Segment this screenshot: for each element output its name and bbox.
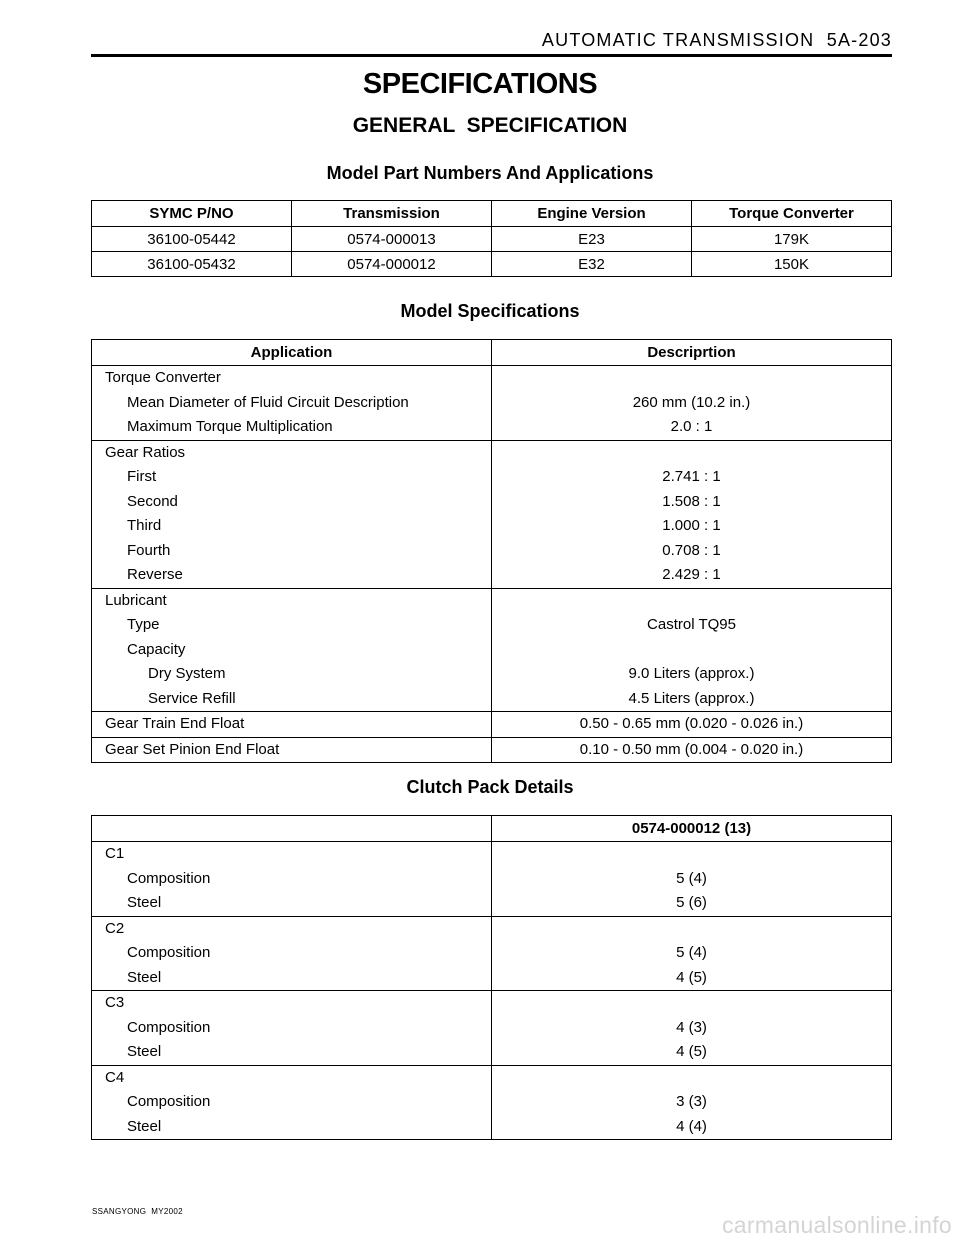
spec-label: Capacity <box>127 640 186 658</box>
clutch-value: 3 (3) <box>676 1093 707 1110</box>
table-row <box>92 227 892 252</box>
clutch-sub-label: Composition <box>127 869 211 887</box>
table-row <box>92 991 892 1066</box>
table-cell: 150K <box>692 252 892 277</box>
clutch-value: 4 (5) <box>676 1043 707 1060</box>
clutch-value <box>492 991 891 1016</box>
table-cell <box>92 842 492 917</box>
table-row <box>92 366 892 441</box>
spec-label: Fourth <box>127 541 171 559</box>
watermark: carmanualsonline.info <box>721 1212 952 1238</box>
spec-value <box>492 589 891 614</box>
column-header: Engine Version <box>492 201 692 227</box>
clutch-label: C4 <box>105 1068 125 1086</box>
table-cell <box>92 712 492 738</box>
spec-value <box>492 366 891 391</box>
table-cell <box>492 1065 892 1140</box>
clutch-label: C2 <box>105 919 125 937</box>
column-header: Descriprtion <box>492 340 892 366</box>
spec-value: 1.000 : 1 <box>662 517 721 534</box>
column-header: Torque Converter <box>692 201 892 227</box>
spec-label: Second <box>127 492 178 510</box>
table-cell <box>492 916 892 991</box>
clutch-sub-label: Composition <box>127 1093 211 1110</box>
table-cell <box>492 991 892 1066</box>
table-header-row <box>92 201 892 227</box>
clutch-label: C1 <box>105 845 125 862</box>
clutch-heading: Clutch Pack Details <box>406 777 574 797</box>
clutch-value: 4 (3) <box>676 1018 707 1036</box>
table-row <box>92 252 892 277</box>
column-header: Application <box>92 340 492 366</box>
table-cell <box>92 1065 492 1140</box>
model-specs-heading: Model Specifications <box>400 301 580 321</box>
clutch-value: 4 (5) <box>676 968 707 986</box>
clutch-value: 5 (4) <box>676 944 707 961</box>
spec-label: Reverse <box>127 566 183 583</box>
footer-label: SSANGYONG MY2002 <box>92 1207 183 1216</box>
clutch-sub-label: Composition <box>127 944 211 961</box>
spec-label: Mean Diameter of Fluid Circuit Description <box>127 393 409 411</box>
spec-label: Dry System <box>148 665 226 682</box>
spec-value: 2.0 : 1 <box>670 418 713 435</box>
running-header: AUTOMATIC TRANSMISSION 5A-203 <box>541 30 892 50</box>
spec-group-label: Gear Ratios <box>105 443 186 461</box>
table-cell <box>492 712 892 738</box>
clutch-sub-label: Composition <box>127 1018 211 1036</box>
spec-value: 0.708 : 1 <box>662 541 721 559</box>
table-row <box>92 588 892 712</box>
table-cell <box>92 588 492 712</box>
spec-group-label: Gear Train End Float <box>105 715 245 732</box>
clutch-value: 5 (4) <box>676 869 707 887</box>
table-cell <box>92 440 492 588</box>
clutch-label: C3 <box>105 994 125 1011</box>
spec-value: 4.5 Liters (approx.) <box>628 689 755 707</box>
table-cell <box>92 916 492 991</box>
section-title: GENERAL SPECIFICATION <box>352 114 628 137</box>
clutch-sub-label: Steel <box>127 968 162 986</box>
spec-value: Castrol TQ95 <box>647 616 736 633</box>
table-row <box>92 842 892 917</box>
spec-value: 2.429 : 1 <box>662 566 721 583</box>
spec-label: First <box>127 468 157 485</box>
table-cell: 179K <box>692 227 892 252</box>
spec-value: 0.10 - 0.50 mm (0.004 - 0.020 in.) <box>579 740 804 758</box>
spec-value: 9.0 Liters (approx.) <box>628 665 755 682</box>
spec-value: 2.741 : 1 <box>662 468 721 485</box>
spec-value: 0.50 - 0.65 mm (0.020 - 0.026 in.) <box>579 715 804 732</box>
table-cell: 0574-000013 <box>292 227 492 252</box>
clutch-table <box>91 815 892 1140</box>
clutch-sub-label: Steel <box>127 1117 162 1135</box>
spec-label: Service Refill <box>148 689 236 707</box>
table-header-row <box>92 340 892 366</box>
part-numbers-table <box>91 200 892 277</box>
header-rule <box>91 54 892 57</box>
clutch-value <box>492 917 891 942</box>
column-header: 0574-000012 (13) <box>492 816 892 842</box>
column-header: SYMC P/NO <box>92 201 292 227</box>
table-cell <box>492 440 892 588</box>
clutch-sub-label: Steel <box>127 1043 162 1060</box>
table-cell <box>492 366 892 441</box>
table-cell: E23 <box>492 227 692 252</box>
table-cell: 36100-05432 <box>92 252 292 277</box>
table-cell <box>492 842 892 917</box>
spec-value: 260 mm (10.2 in.) <box>632 393 751 411</box>
clutch-value: 4 (4) <box>676 1117 707 1135</box>
clutch-value <box>492 842 891 867</box>
table-row <box>92 712 892 738</box>
table-row <box>92 737 892 763</box>
spec-label: Maximum Torque Multiplication <box>127 418 333 435</box>
table-cell <box>492 588 892 712</box>
table-row <box>92 1065 892 1140</box>
spec-value: 1.508 : 1 <box>662 492 721 510</box>
table-cell <box>92 366 492 441</box>
table-cell: 0574-000012 <box>292 252 492 277</box>
clutch-sub-label: Steel <box>127 894 162 911</box>
spec-group-label: Torque Converter <box>105 369 221 386</box>
column-header <box>92 816 492 842</box>
spec-group-label: Gear Set Pinion End Float <box>105 740 280 758</box>
spec-value <box>492 441 891 466</box>
table-cell <box>92 991 492 1066</box>
spec-label: Type <box>127 616 160 633</box>
clutch-value: 5 (6) <box>676 894 707 911</box>
spec-group-label: Lubricant <box>105 591 167 609</box>
model-specs-table <box>91 339 892 763</box>
table-cell: E32 <box>492 252 692 277</box>
table-row <box>92 440 892 588</box>
part-numbers-heading: Model Part Numbers And Applications <box>326 163 654 183</box>
table-row <box>92 916 892 991</box>
spec-label: Third <box>127 517 162 534</box>
table-cell <box>92 737 492 763</box>
spec-value <box>492 638 891 663</box>
table-header-row <box>92 816 892 842</box>
table-cell <box>492 737 892 763</box>
page-title: SPECIFICATIONS <box>362 68 598 100</box>
column-header: Transmission <box>292 201 492 227</box>
clutch-value <box>492 1066 891 1091</box>
table-cell: 36100-05442 <box>92 227 292 252</box>
